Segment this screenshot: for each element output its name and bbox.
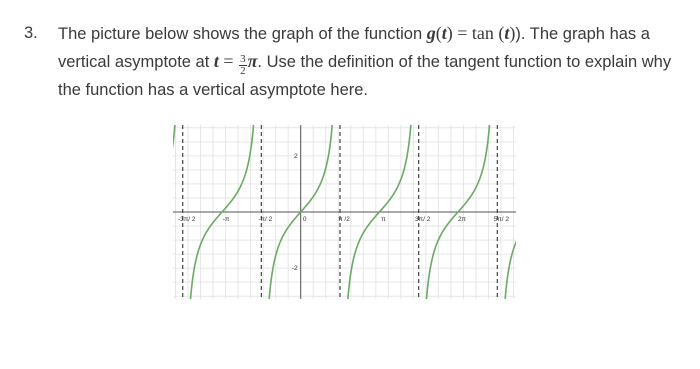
question-line3: the function has a vertical asymptote here. (58, 81, 369, 99)
question-line1-suffix: ). The graph has a (515, 25, 650, 43)
asym-eq: = (218, 51, 239, 71)
question-number: 3. (24, 24, 38, 42)
x-tick-label: -π (222, 216, 230, 223)
x-tick-label: π (381, 216, 386, 223)
func-name: g (426, 23, 436, 43)
x-tick-label: 5π/ 2 (493, 216, 509, 223)
y-tick-label: 2 (294, 152, 298, 160)
tangent-curve-branch (503, 233, 516, 300)
asym-var: t (213, 51, 219, 71)
frac-numerator: 3 (240, 53, 246, 65)
fraction-three-halves (239, 54, 247, 77)
question-block (24, 20, 684, 104)
question-line2-prefix: vertical asymptote at (58, 53, 214, 71)
tangent-curve-branch (173, 125, 177, 169)
frac-denominator: 2 (240, 65, 246, 77)
question-line2-suffix: . Use the definition of the tangent function to explain why (257, 53, 672, 71)
x-tick-label: -3π/ 2 (177, 216, 196, 223)
question-text: The picture below shows the graph of the function g(t) = tan (t)). The graph has a vertical asymptote at t = $\frac{3}{2}$ π. Use the definition of the tangent function to explain why the function has a vertical asymptote here. (58, 23, 672, 99)
x-tick-label: -π/ 2 (258, 216, 273, 223)
x-tick-label: 0 (302, 216, 307, 223)
question-line1-prefix: The picture below shows the graph of the function (58, 25, 427, 43)
y-tick-label: -2 (291, 265, 298, 273)
x-tick-label: 2π (457, 216, 467, 223)
x-tick-label: 3π/ 2 (415, 216, 431, 223)
tangent-graph (173, 125, 516, 299)
func-eq: = tan ( (452, 23, 505, 43)
tangent-graph-svg (173, 125, 516, 299)
x-tick-label: π /2 (338, 216, 350, 223)
func-var2: t (504, 23, 510, 43)
func-var: t (441, 23, 447, 43)
pi-symbol: π (247, 51, 258, 71)
